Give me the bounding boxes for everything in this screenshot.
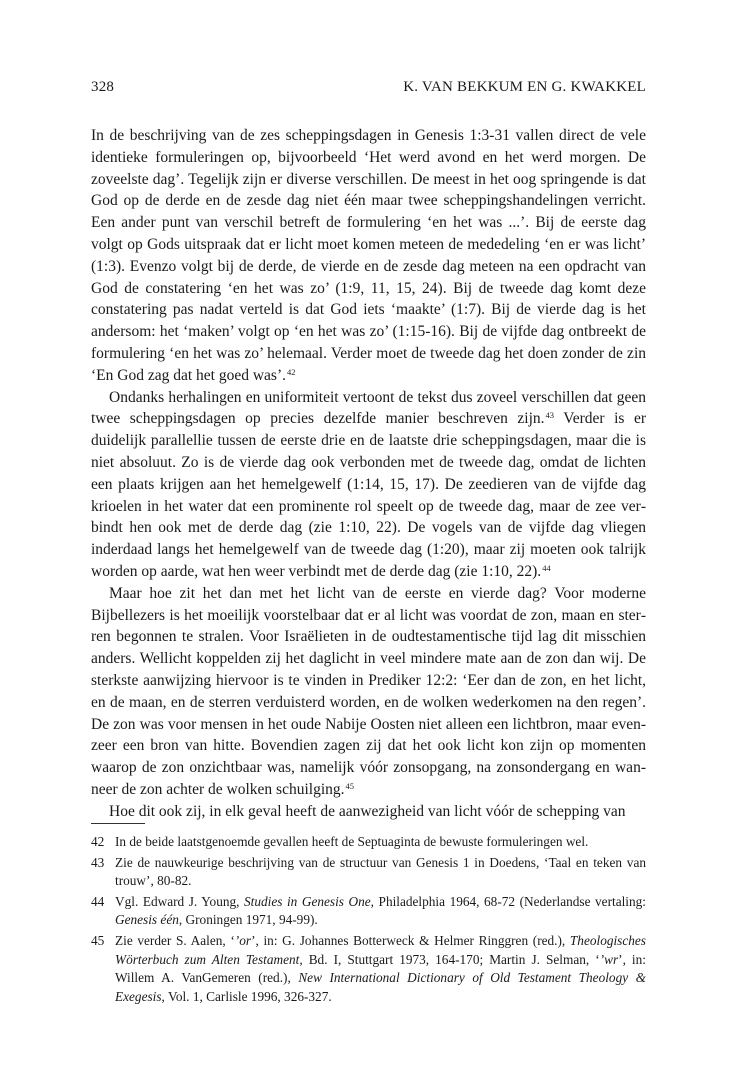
page-number: 328: [91, 79, 115, 95]
hebrew-term: ’or: [234, 932, 252, 948]
footnote: [91, 893, 646, 930]
footnote-text: , Bd. I, Stuttgart 1973, 164-170; Martin J. Selman, ‘: [299, 951, 600, 967]
footnote: [91, 932, 646, 1006]
book-title: New International Dictionary of Old Testament Theology & Exegesis: [115, 970, 647, 1004]
paragraph: [91, 387, 646, 583]
paragraph-text: Hoe dit ook zij, in elk geval heeft de aanwezigheid van licht vóór de schepping van: [109, 802, 626, 820]
footnote-number: 45: [91, 932, 105, 948]
paragraph-text: Verder is er duidelijk parallellie tussen de eerste drie en de laatste drie scheppingsdagen, maar die is niet absoluut. Zo is de vierde dag ook verbonden met de tweede dag, omdat de lichten een plaats krijgen aan het hemelgewelf (1:14, 15, 17). De zeedieren van de vijfde dag krioelen in het water dat een prominente rol speelt op de tweede dag, maar de zee verbindt hen ook met de derde dag (zie 1:10, 22). De vogels van de vijfde dag vliegen inderdaad langs het hemelgewelf van de tweede dag (1:20), maar zij moeten ook talrijk worden op aarde, wat hen weer verbindt met de derde dag (zie 1:10, 22).: [91, 410, 646, 580]
footnotes: [91, 833, 646, 1008]
footnote-text: Zie verder S. Aalen, ‘: [115, 932, 235, 948]
running-head: K. VAN BEKKUM EN G. KWAKKEL: [403, 79, 646, 95]
footnote-text: In de beide laatstgenoemde gevallen heeft de Septuaginta de bewuste formuleringen wel.: [115, 834, 589, 849]
footnote-number: 42: [91, 834, 105, 849]
footnote: [91, 833, 646, 852]
page-header: [91, 79, 646, 101]
book-title: Genesis één: [115, 912, 179, 928]
footnote-text: , Vol. 1, Carlisle 1996, 326-327.: [161, 988, 332, 1004]
footnote-number: 44: [91, 893, 105, 909]
paragraph: [91, 125, 646, 387]
footnote-ref[interactable]: 44: [542, 562, 551, 573]
paragraph-text: In de beschrijving van de zes scheppingsdagen in Genesis 1:3-31 vallen direct de vele identieke formuleringen op, bijvoorbeeld ‘Het werd avond en het werd morgen. De zoveelste dag’. Tegelijk zijn er diverse verschillen. De meest in het oog springende is dat God op de derde en de zesde dag niet één maar twee scheppingshandelingen verricht. Een ander punt van verschil betreft de formulering ‘en het was ...’. Bij de eerste dag volgt op Gods uitspraak dat er licht moet komen meteen de mededeling ‘en er was licht’ (1:3). Evenzo volgt bij de derde, de vierde en de zesde dag meteen na een opdracht van God de constatering ‘en het was zo’ (1:9, 11, 15, 24). Bij de tweede dag komt deze constatering pas nadat verteld is dat God iets ‘maakte’ (1:7). Bij de vierde dag is het andersom: het ‘maken’ volgt op ‘en het was zo’ (1:15-16). Bij de vijfde dag ontbreekt de formulering ‘en het was zo’ helemaal. Verder moet de tweede dag het doen zonder de zin ‘En God zag dat het goed was’.: [91, 127, 646, 384]
footnote-ref[interactable]: 42: [286, 366, 296, 377]
footnote-text: Zie de nauwkeurige beschrijving van de structuur van Genesis 1 in Doedens, ‘Taal en teken van trouw’, 80-82.: [115, 854, 646, 889]
footnote-text: ’, in: Willem A. VanGemeren (red.),: [115, 951, 646, 986]
hebrew-term: ’wr: [599, 951, 619, 967]
paragraph: [91, 801, 646, 823]
book-title: Theologisches Wörterbuch zum Alten Testament: [115, 932, 646, 967]
book-title: Studies in Genesis One: [244, 893, 371, 909]
footnote: [91, 854, 646, 891]
footnote-text: Vgl. Edward J. Young,: [115, 893, 245, 909]
footnote-ref[interactable]: 45: [345, 780, 355, 791]
main-text: [91, 125, 646, 823]
footnote-text: ’, in: G. Johannes Botterweck & Helmer Ringgren (red.),: [251, 932, 570, 948]
footnote-text: , Groningen 1971, 94-99).: [178, 912, 318, 928]
paragraph-text: Maar hoe zit het dan met het licht van de eerste en vierde dag? Voor moderne Bijbellezers is het moeilijk voorstelbaar dat er al licht was voordat de zon, maan en sterren begonnen te stralen. Voor Israëlieten in de oudtestamentische tijd lag dit misschien anders. Wellicht koppelden zij het daglicht in veel mindere mate aan de zon dan wij. De sterkste aanwijzing hiervoor is te vinden in Prediker 12:2: ‘Eer dan de zon, en het licht, en de maan, en de sterren verduisterd worden, en de wolken wederkomen na den regen’. De zon was voor mensen in het oude Nabije Oosten niet alleen een lichtbron, maar evenzeer een bron van hitte. Bovendien zagen zij dat het ook licht kon zijn op momenten waarop de zon onzichtbaar was, namelijk vóór zonsopgang, na zonsondergang en wanneer de zon achter de wolken schuilging.: [91, 584, 646, 798]
footnote-ref[interactable]: 43: [545, 410, 555, 421]
footnote-number: 43: [91, 854, 105, 870]
paragraph: [91, 583, 646, 801]
paragraph-text: Ondanks herhalingen en uniformiteit vertoont de tekst dus zoveel verschillen dat geen twee scheppingsdagen op precies dezelfde manier beschreven zijn.: [91, 388, 646, 428]
footnote-divider: [91, 823, 145, 824]
footnote-text: , Philadelphia 1964, 68-72 (Nederlandse vertaling:: [370, 893, 646, 909]
